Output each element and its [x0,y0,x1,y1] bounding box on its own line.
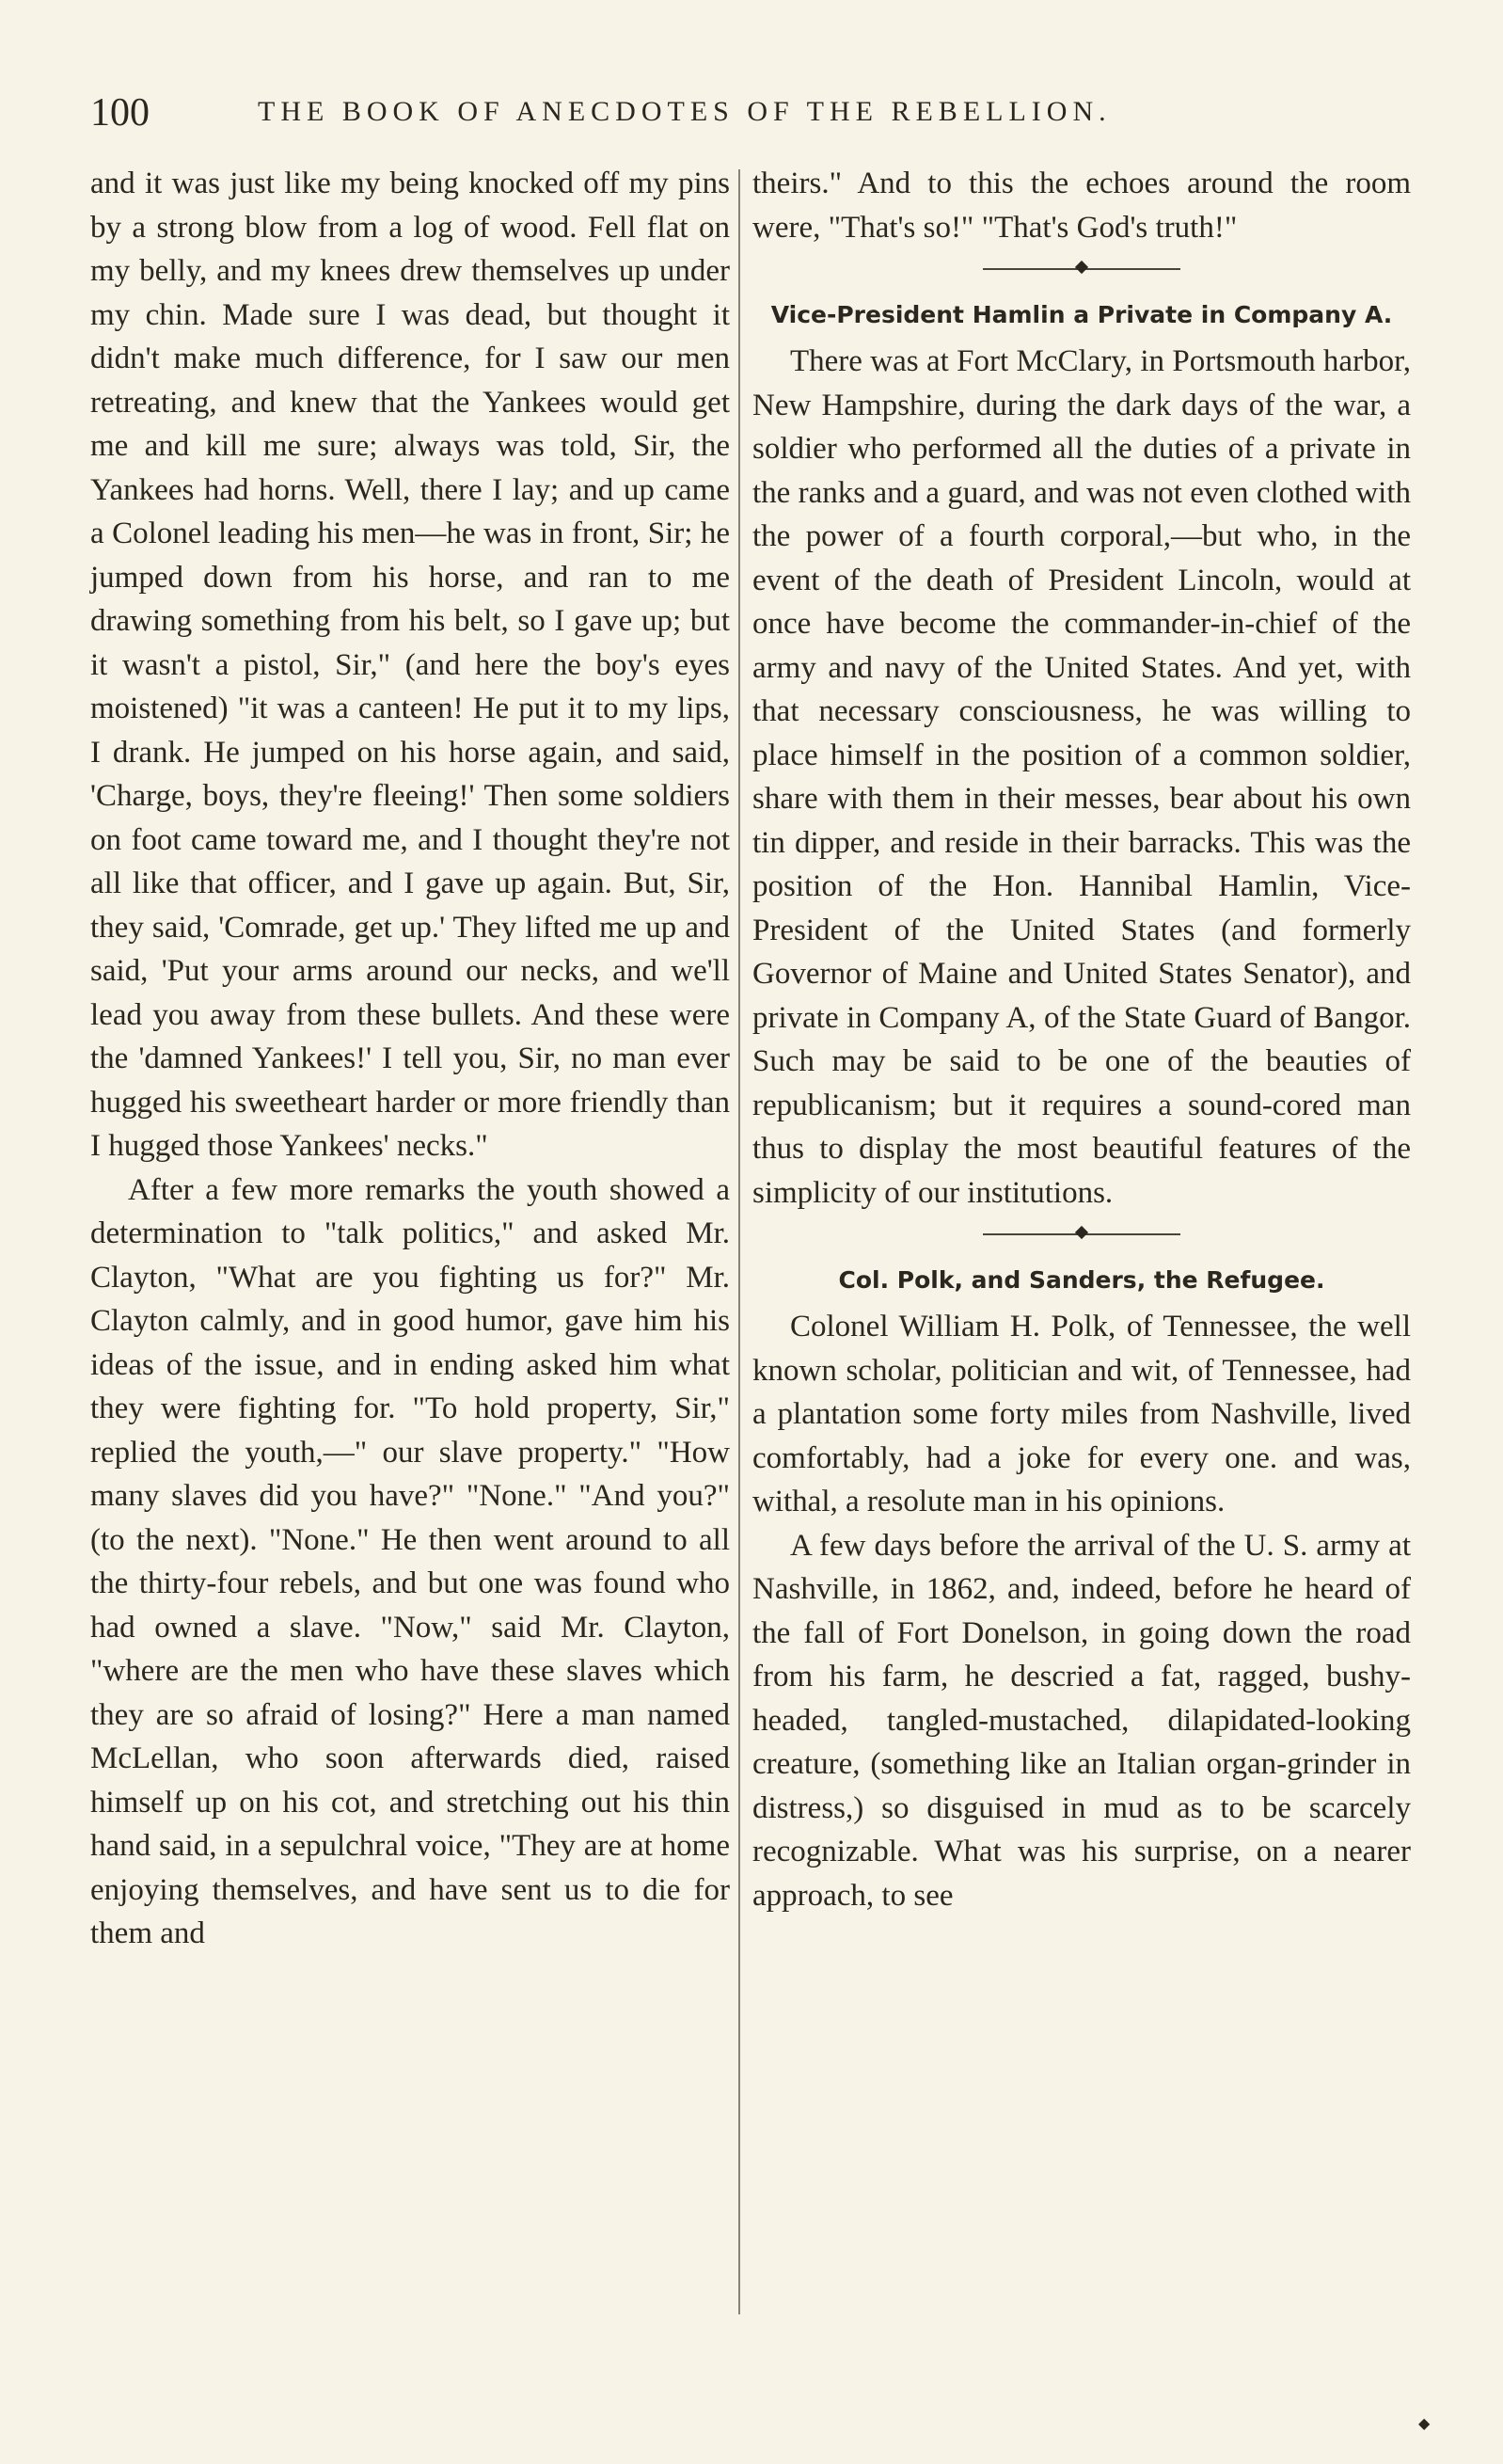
section-title-hamlin: Vice-President Hamlin a Private in Company A. [770,301,1393,328]
page-number: 100 [90,91,150,135]
section-separator [752,1215,1411,1258]
left-paragraph-politics: After a few more remarks the youth showed a determination to "talk politics," and asked Mr. Clayton, "What are you fighting us for?" Mr. Clayton calmly, and in good humor, gave him his ideas of the issue, and in ending asked him what they were fighting for. "To hold property, Sir," replied the youth,—" our slave property." "How many slaves did you have?" "None." "And you?" (to the next). "None." He then went around to all the thirty-four rebels, and but one was found who had owned a slave. "Now," said Mr. Clayton, "where are the men who have these slaves which they are so afraid of losing?" Here a man named McLellan, who soon afterwards died, raised himself up on his cot, and stretching out his thin hand said, in a sepulchral voice, "They are at home enjoying themselves, and have sent us to die for them and [90,1172,730,1950]
separator-diamond-icon [1075,261,1088,274]
section-title-polk: Col. Polk, and Sanders, the Refugee. [838,1266,1325,1294]
separator-diamond-icon [1075,1226,1088,1239]
left-paragraph-continued: and it was just like my being knocked off my pins by a strong blow from a log of wood. Fell flat on my belly, and my knees drew themselves up under my chin. Made sure I was dead, but thought it didn't make much difference, for I saw our men retreating, and knew that the Yankees would get me and kill me sure; always was told, Sir, the Yankees had horns. Well, there I lay; and up came a Colonel leading his men—he was in front, Sir; he jumped down from his horse, and ran to me drawing something from his belt, so I gave up; but it wasn't a pistol, Sir," (and here the boy's eyes moistened) "it was a canteen! He put it to my lips, I drank. He jumped on his horse again, and said, 'Charge, boys, they're fleeing!' Then some soldiers on foot came toward me, and I thought they're not all like that officer, and I gave up again. But, Sir, they said, 'Comrade, get up.' They lifted me up and said, 'Put your arms around our necks, and we'll lead you away from these bullets. And these were the 'damned Yankees!' I tell you, Sir, no man ever hugged his sweetheart harder or more friendly than I hugged those Yankees' necks." [90,167,730,1163]
section-text-polk-story: A few days before the arrival of the U. S. army at Nashville, in 1862, and, indeed, before he heard of the fall of Fort Donelson, in going down the road from his farm, he descried a fat, ragged, bushy-headed, tangled-mustached, dilapidated-looking creature, (something like an Italian organ-grinder in distress,) so disguised in mud as to be scarcely recognizable. What was his surprise, on a nearer approach, to see [752,1528,1411,1913]
page-header [90,90,1409,137]
right-paragraph-continued: theirs." And to this the echoes around the room were, "That's so!" "That's God's truth!" [752,167,1411,245]
right-column [752,162,1411,1917]
column-divider [738,169,740,2314]
section-separator [752,249,1411,293]
section-text-polk-intro: Colonel William H. Polk, of Tennessee, the well known scholar, politician and wit, of Tennessee, had a plantation some forty miles from Nashville, lived comfortably, had a joke for every one. and was, withal, a resolute man in his opinions. [752,1310,1411,1518]
left-column [90,162,730,1956]
section-text-hamlin: There was at Fort McClary, in Portsmouth harbor, New Hampshire, during the dark days of the war, a soldier who performed all the duties of a private in the ranks and a guard, and was not even clothed with the power of a fourth corporal,—but who, in the event of the death of President Lincoln, would at once have become the commander-in-chief of the army and navy of the United States. And yet, with that necessary consciousness, he was willing to place himself in the position of a common soldier, share with them in their messes, bear about his own tin dipper, and reside in their barracks. This was the position of the Hon. Hannibal Hamlin, Vice-President of the United States (and formerly Governor of Maine and United States Senator), and private in Company A, of the State Guard of Bangor. Such may be said to be one of the beauties of republicanism; but it requires a sound-cored man thus to display the most beautiful features of the simplicity of our institutions. [752,344,1411,1210]
print-mark-icon: ◆ [1418,2414,1431,2432]
running-title: THE BOOK OF ANECDOTES OF THE REBELLION. [258,96,1112,127]
